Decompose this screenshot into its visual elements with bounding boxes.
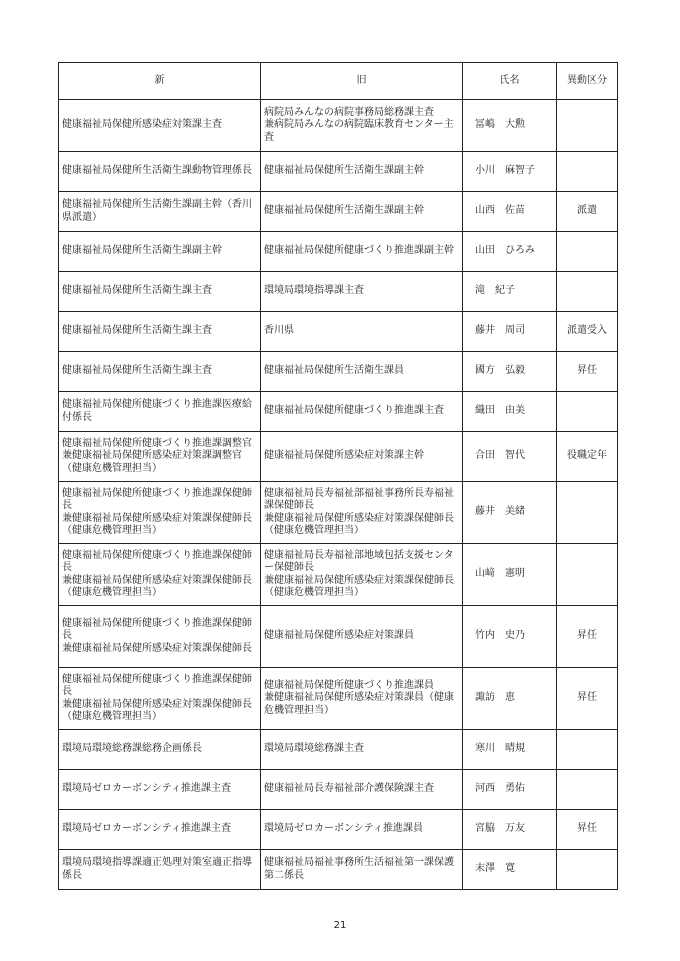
- table-row: [59, 482, 618, 544]
- cell-new: 健康福祉局保健所健康づくり推進課保健師長 兼健康福祉局保健所感染症対策課保健師長（健康危機管理担当）: [59, 482, 261, 544]
- cell-new: 環境局環境指導課適正処理対策室適正指導係長: [59, 850, 261, 890]
- cell-old: 健康福祉局保健所生活衛生課副主幹: [261, 152, 463, 192]
- table-row: [59, 432, 618, 482]
- cell-type: [557, 482, 618, 544]
- cell-old: 健康福祉局保健所健康づくり推進課副主幹: [261, 232, 463, 272]
- table-row: [59, 352, 618, 392]
- cell-new: 健康福祉局保健所生活衛生課主査: [59, 272, 261, 312]
- cell-name: 織田 由美: [463, 392, 557, 432]
- table-row: [59, 810, 618, 850]
- cell-type: 昇任: [557, 606, 618, 668]
- cell-new: 健康福祉局保健所生活衛生課副主幹（香川県派遣）: [59, 192, 261, 232]
- page-number: 21: [333, 920, 347, 931]
- table-row: [59, 272, 618, 312]
- cell-new: 健康福祉局保健所健康づくり推進課保健師長 兼健康福祉局保健所感染症対策課保健師長（健康危機管理担当）: [59, 668, 261, 730]
- cell-type: 役職定年: [557, 432, 618, 482]
- cell-name: 藤井 周司: [463, 312, 557, 352]
- cell-new: 健康福祉局保健所生活衛生課主査: [59, 352, 261, 392]
- cell-new: 健康福祉局保健所感染症対策課主査: [59, 100, 261, 152]
- cell-new: 環境局ゼロカーボンシティ推進課主査: [59, 770, 261, 810]
- table-row: [59, 312, 618, 352]
- cell-new: 環境局ゼロカーボンシティ推進課主査: [59, 810, 261, 850]
- cell-name: 山田 ひろみ: [463, 232, 557, 272]
- personnel-table: [58, 62, 618, 890]
- cell-name: 冨嶋 大勲: [463, 100, 557, 152]
- cell-type: [557, 392, 618, 432]
- cell-name: 諏訪 恵: [463, 668, 557, 730]
- cell-type: [557, 272, 618, 312]
- cell-type: 昇任: [557, 352, 618, 392]
- cell-old: 健康福祉局長寿福祉部福祉事務所長寿福祉課保健師長 兼健康福祉局保健所感染症対策課保健師長（健康危機管理担当）: [261, 482, 463, 544]
- cell-type: 昇任: [557, 668, 618, 730]
- cell-name: 滝 紀子: [463, 272, 557, 312]
- cell-name: 竹内 史乃: [463, 606, 557, 668]
- cell-old: 健康福祉局長寿福祉部介護保険課主査: [261, 770, 463, 810]
- cell-new: 健康福祉局保健所生活衛生課副主幹: [59, 232, 261, 272]
- header-type: 異動区分: [557, 63, 618, 100]
- cell-type: 派遣受入: [557, 312, 618, 352]
- cell-name: 寒川 晴規: [463, 730, 557, 770]
- cell-name: 合田 智代: [463, 432, 557, 482]
- cell-new: 健康福祉局保健所生活衛生課主査: [59, 312, 261, 352]
- cell-type: [557, 544, 618, 606]
- header-old: 旧: [261, 63, 463, 100]
- table-row: [59, 770, 618, 810]
- table-row: [59, 730, 618, 770]
- cell-new: 健康福祉局保健所健康づくり推進課調整官 兼健康福祉局保健所感染症対策課調整官 （健康危機管理担当）: [59, 432, 261, 482]
- cell-new: 環境局環境総務課総務企画係長: [59, 730, 261, 770]
- cell-old: 健康福祉局保健所感染症対策課主幹: [261, 432, 463, 482]
- cell-old: 環境局環境指導課主査: [261, 272, 463, 312]
- table-row: [59, 392, 618, 432]
- cell-type: 派遣: [557, 192, 618, 232]
- cell-old: 健康福祉局保健所感染症対策課員: [261, 606, 463, 668]
- cell-type: [557, 770, 618, 810]
- cell-type: [557, 100, 618, 152]
- cell-old: 健康福祉局保健所生活衛生課副主幹: [261, 192, 463, 232]
- cell-name: 國方 弘毅: [463, 352, 557, 392]
- header-new: 新: [59, 63, 261, 100]
- header-row: [59, 63, 618, 100]
- cell-old: 健康福祉局保健所生活衛生課員: [261, 352, 463, 392]
- table-row: [59, 152, 618, 192]
- cell-old: 健康福祉局長寿福祉部地域包括支援センター保健師長 兼健康福祉局保健所感染症対策課保健師長（健康危機管理担当）: [261, 544, 463, 606]
- cell-name: 山﨑 憲明: [463, 544, 557, 606]
- table-row: [59, 232, 618, 272]
- cell-old: 環境局ゼロカーボンシティ推進課員: [261, 810, 463, 850]
- cell-type: [557, 730, 618, 770]
- cell-type: [557, 232, 618, 272]
- cell-old: 環境局環境総務課主査: [261, 730, 463, 770]
- cell-type: [557, 850, 618, 890]
- table-row: [59, 192, 618, 232]
- table-row: [59, 544, 618, 606]
- cell-name: 藤井 美緒: [463, 482, 557, 544]
- cell-old: 健康福祉局福祉事務所生活福祉第一課保護第二係長: [261, 850, 463, 890]
- cell-new: 健康福祉局保健所生活衛生課動物管理係長: [59, 152, 261, 192]
- cell-new: 健康福祉局保健所健康づくり推進課医療給付係長: [59, 392, 261, 432]
- cell-old: 健康福祉局保健所健康づくり推進課員 兼健康福祉局保健所感染症対策課員（健康危機管理担当）: [261, 668, 463, 730]
- cell-name: 小川 麻智子: [463, 152, 557, 192]
- table-row: [59, 850, 618, 890]
- cell-old: 病院局みんなの病院事務局総務課主査 兼病院局みんなの病院臨床教育センター主査: [261, 100, 463, 152]
- cell-new: 健康福祉局保健所健康づくり推進課保健師長 兼健康福祉局保健所感染症対策課保健師長（健康危機管理担当）: [59, 544, 261, 606]
- cell-name: 宮脇 万友: [463, 810, 557, 850]
- table-body: [59, 100, 618, 890]
- cell-name: 山西 佐苗: [463, 192, 557, 232]
- cell-type: 昇任: [557, 810, 618, 850]
- table-row: [59, 606, 618, 668]
- cell-old: 香川県: [261, 312, 463, 352]
- cell-new: 健康福祉局保健所健康づくり推進課保健師長 兼健康福祉局保健所感染症対策課保健師長: [59, 606, 261, 668]
- table-row: [59, 100, 618, 152]
- cell-name: 河西 勇佑: [463, 770, 557, 810]
- cell-type: [557, 152, 618, 192]
- cell-name: 末澤 寛: [463, 850, 557, 890]
- header-name: 氏名: [463, 63, 557, 100]
- table-row: [59, 668, 618, 730]
- cell-old: 健康福祉局保健所健康づくり推進課主査: [261, 392, 463, 432]
